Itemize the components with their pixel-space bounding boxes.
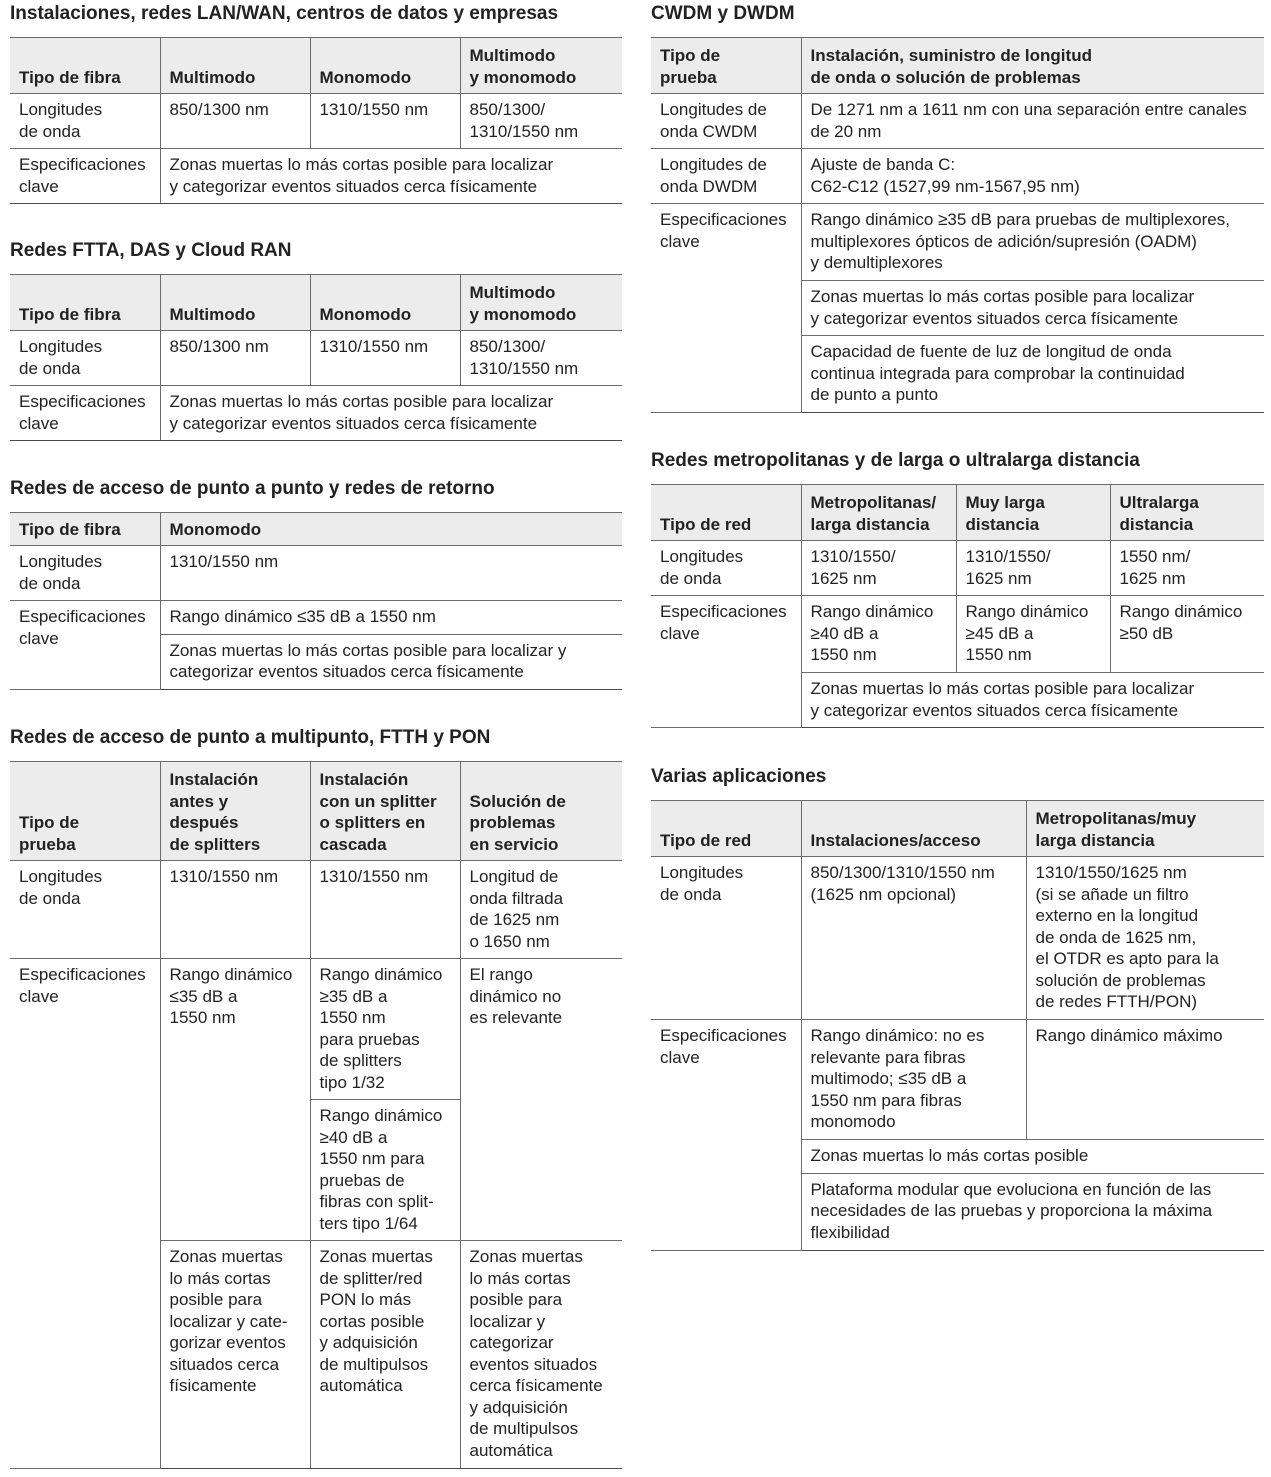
section-various [651,765,1264,1251]
cell-value: Ajuste de banda C: C62-C12 (1527,99 nm-1567,95 nm) [801,149,1264,204]
spec-table [10,37,622,204]
cell-value: Rango dinámico: no es relevante para fibras multimodo; ≤35 dB a 1550 nm para fibras monomodo [801,1020,1026,1140]
section-lan-wan [10,2,622,204]
cell-value: El rango dinámico no es relevante [460,959,622,1241]
cell-value: 850/1300 nm [160,331,310,386]
header-multi-single: Multimodo y monomodo [460,38,622,94]
table-row [10,959,622,1100]
section-title: Redes metropolitanas y de larga o ultralarga distancia [651,450,1140,471]
cell-value: Rango dinámico ≥50 dB [1110,596,1264,673]
table-row [10,149,622,204]
cell-value: Capacidad de fuente de luz de longitud de onda continua integrada para comprobar la continuidad de punto a punto [801,336,1264,413]
header-network-type: Tipo de red [651,485,801,541]
header-cascade-splitters: Instalación con un splitter o splitters en cascada [310,762,460,861]
table-row [10,386,622,441]
cell-value: Zonas muertas lo más cortas posible para localizar y categorizar eventos situados cerca físicamente [160,386,622,441]
table-row [10,331,622,386]
cell-value: Zonas muertas lo más cortas posible para localizar y categorizar eventos situados cerca físicamente [160,634,622,689]
cell-value: Zonas muertas lo más cortas posible para localizar y categorizar eventos situados cerca físicamente [801,281,1264,336]
header-multi-single: Multimodo y monomodo [460,275,622,331]
table-row [10,861,622,959]
row-label-cwdm: Longitudes de onda CWDM [651,94,801,149]
row-label-specs: Especificaciones clave [651,1020,801,1251]
table-row [10,601,622,635]
row-label-dwdm: Longitudes de onda DWDM [651,149,801,204]
header-installation: Instalación, suministro de longitud de onda o solución de problemas [801,38,1264,94]
row-label-specs: Especificaciones clave [10,959,160,1469]
cell-value: Zonas muertas lo más cortas posible [801,1140,1264,1174]
header-fiber-type: Tipo de fibra [10,38,160,94]
row-label-specs: Especificaciones clave [10,386,160,441]
row-label-wavelengths: Longitudes de onda [10,94,160,149]
header-multimode: Multimodo [160,38,310,94]
header-in-service: Solución de problemas en servicio [460,762,622,861]
header-singlemode: Monomodo [310,275,460,331]
header-multimode: Multimodo [160,275,310,331]
cell-value: Zonas muertas lo más cortas posible para localizar y categorizar eventos situados cerca físicamente y adquisición de multipulsos automática [460,1241,622,1469]
section-title: CWDM y DWDM [651,3,795,24]
row-label-wavelengths: Longitudes de onda [651,857,801,1020]
header-network-type: Tipo de red [651,801,801,857]
cell-value: Rango dinámico ≥35 dB para pruebas de multiplexores, multiplexores ópticos de adición/supresión (OADM) y demultiplexores [801,204,1264,281]
cell-value: 1310/1550/1625 nm (si se añade un filtro externo en la longitud de onda de 1625 nm, el OTDR es apto para la solución de problemas de redes FTTH/PON) [1026,857,1264,1020]
cell-value: 1310/1550 nm [310,94,460,149]
cell-value: Zonas muertas de splitter/red PON lo más cortas posible y adquisición de multipulsos automática [310,1241,460,1469]
cell-value: 1310/1550 nm [160,546,622,601]
header-install-splitters: Instalación antes y después de splitters [160,762,310,861]
header-fiber-type: Tipo de fibra [10,275,160,331]
section-ftta [10,239,622,441]
cell-value: Zonas muertas lo más cortas posible para localizar y categorizar eventos situados cerca físicamente [160,149,622,204]
cell-value: 1310/1550 nm [160,861,310,959]
row-label-specs: Especificaciones clave [10,601,160,690]
cell-value: 850/1300/1310/1550 nm (1625 nm opcional) [801,857,1026,1020]
row-label-specs: Especificaciones clave [651,596,801,728]
spec-table [651,37,1264,413]
section-title: Redes de acceso de punto a punto y redes de retorno [10,478,495,499]
cell-value: 1550 nm/ 1625 nm [1110,541,1264,596]
cell-value: Rango dinámico máximo [1026,1020,1264,1140]
header-test-type: Tipo de prueba [651,38,801,94]
cell-value: Rango dinámico ≤35 dB a 1550 nm [160,601,622,635]
table-row [651,1020,1264,1140]
section-p2p [10,477,622,690]
cell-value: 1310/1550/ 1625 nm [801,541,956,596]
section-ftth-pon [10,726,622,1469]
spec-table [651,800,1264,1251]
cell-value: Longitud de onda filtrada de 1625 nm o 1650 nm [460,861,622,959]
cell-value: Rango dinámico ≥40 dB a 1550 nm [801,596,956,673]
cell-value: 850/1300/ 1310/1550 nm [460,94,622,149]
header-singlemode: Monomodo [160,513,622,546]
cell-value: De 1271 nm a 1611 nm con una separación entre canales de 20 nm [801,94,1264,149]
spec-table [10,274,622,441]
spec-table [10,512,622,690]
row-label-specs: Especificaciones clave [10,149,160,204]
table-row [651,204,1264,281]
header-metro-long: Metropolitanas/muy larga distancia [1026,801,1264,857]
table-row [10,94,622,149]
cell-value: Rango dinámico ≥45 dB a 1550 nm [956,596,1110,673]
header-installations: Instalaciones/acceso [801,801,1026,857]
header-singlemode: Monomodo [310,38,460,94]
row-label-wavelengths: Longitudes de onda [10,331,160,386]
row-label-wavelengths: Longitudes de onda [10,861,160,959]
header-metro: Metropolitanas/ larga distancia [801,485,956,541]
cell-value: Zonas muertas lo más cortas posible para localizar y cate- gorizar eventos situados cerca físicamente [160,1241,310,1469]
cell-value: 1310/1550/ 1625 nm [956,541,1110,596]
cell-value: 850/1300 nm [160,94,310,149]
table-row [651,596,1264,673]
table-row [651,541,1264,596]
table-row [651,149,1264,204]
section-title: Varias aplicaciones [651,766,827,787]
table-row [651,857,1264,1020]
cell-value: Rango dinámico ≤35 dB a 1550 nm [160,959,310,1241]
cell-value: Rango dinámico ≥40 dB a 1550 nm para pruebas de fibras con split- ters tipo 1/64 [310,1100,460,1241]
row-label-specs: Especificaciones clave [651,204,801,413]
cell-value: 1310/1550 nm [310,861,460,959]
table-row [10,546,622,601]
spec-table [10,761,622,1469]
header-test-type: Tipo de prueba [10,762,160,861]
row-label-wavelengths: Longitudes de onda [651,541,801,596]
row-label-wavelengths: Longitudes de onda [10,546,160,601]
table-row [651,94,1264,149]
cell-value: 850/1300/ 1310/1550 nm [460,331,622,386]
header-ultra-long: Ultralarga distancia [1110,485,1264,541]
cell-value: Zonas muertas lo más cortas posible para localizar y categorizar eventos situados cerca físicamente [801,673,1264,728]
section-title: Instalaciones, redes LAN/WAN, centros de datos y empresas [10,3,559,24]
header-very-long: Muy larga distancia [956,485,1110,541]
cell-value: Rango dinámico ≥35 dB a 1550 nm para pruebas de splitters tipo 1/32 [310,959,460,1100]
cell-value: Plataforma modular que evoluciona en función de las necesidades de las pruebas y proporciona la máxima flexibilidad [801,1173,1264,1250]
section-title: Redes FTTA, DAS y Cloud RAN [10,240,292,261]
section-metro [651,449,1264,728]
cell-value: 1310/1550 nm [310,331,460,386]
spec-table [651,484,1264,728]
section-cwdm-dwdm [651,2,1264,413]
header-fiber-type: Tipo de fibra [10,513,160,546]
section-title: Redes de acceso de punto a multipunto, FTTH y PON [10,727,491,748]
